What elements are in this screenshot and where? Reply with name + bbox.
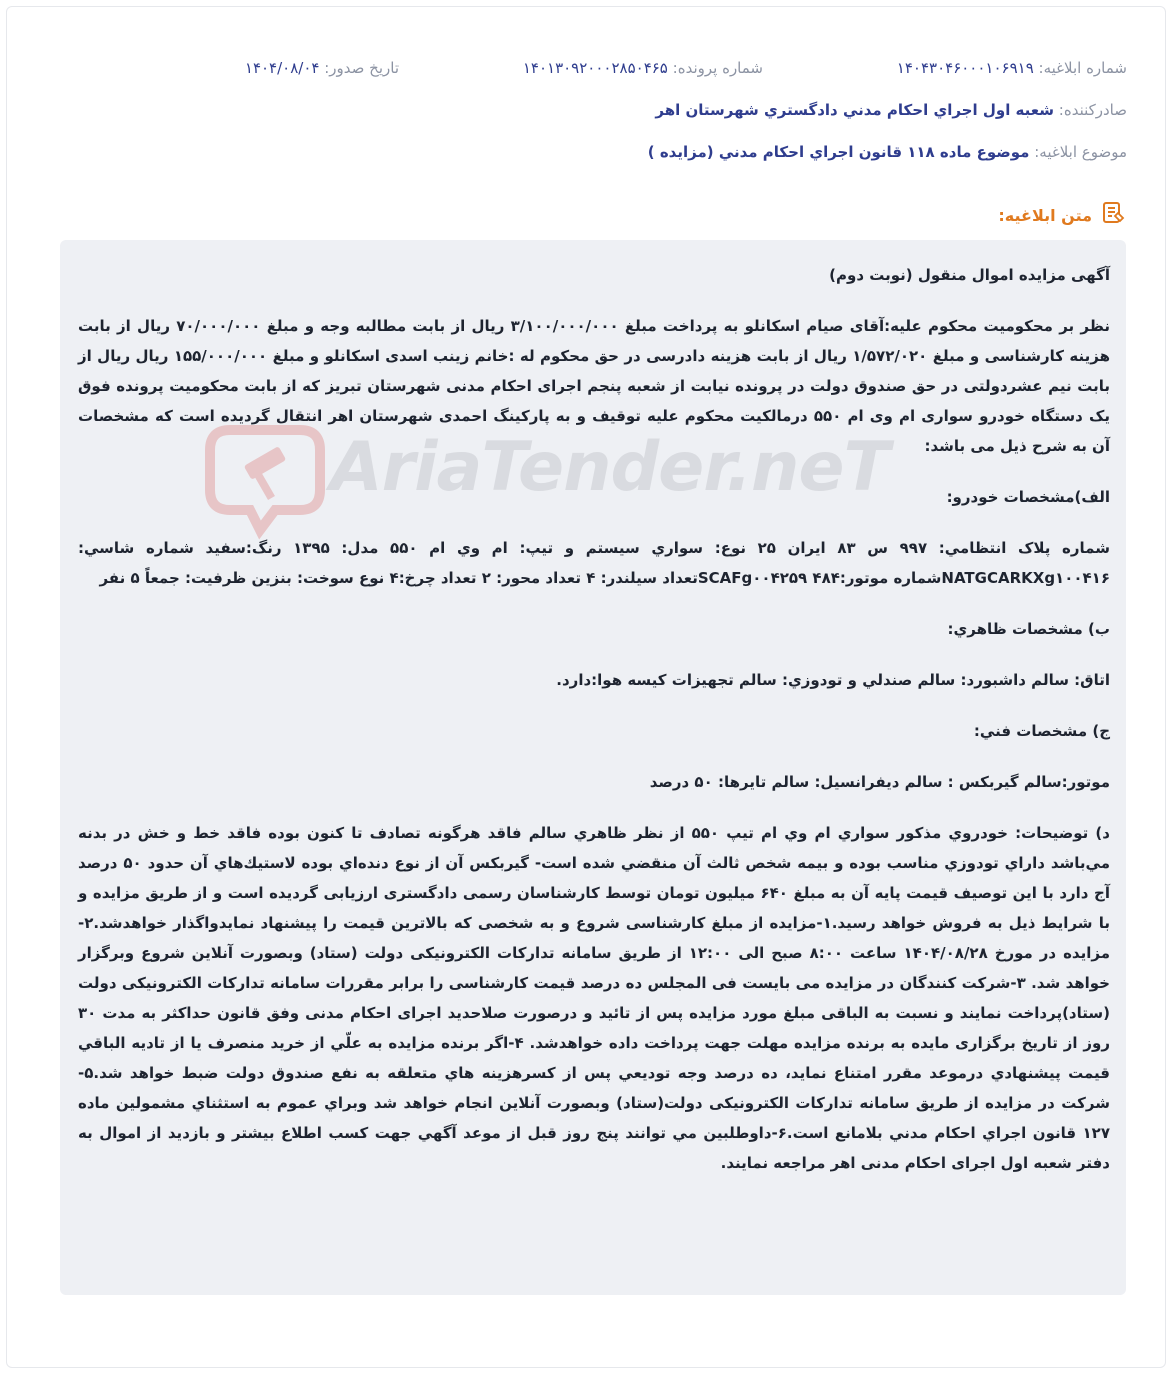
notice-body	[60, 240, 1126, 1295]
issue-date-label: تاريخ صدور:	[324, 59, 399, 77]
document-icon	[1100, 200, 1126, 230]
issuer-value: شعبه اول اجراي احكام مدني دادگستري شهرستان اهر	[655, 101, 1054, 119]
case-number-value: ۱۴۰۱۳۰۹۲۰۰۰۲۸۵۰۴۶۵	[522, 59, 668, 77]
subject-value: موضوع ماده ۱۱۸ قانون اجراي احكام مدني (مزايده )	[647, 143, 1030, 161]
issue-date	[245, 59, 399, 77]
issue-date-value: ۱۴۰۴/۰۸/۰۴	[244, 59, 320, 77]
issuer-label: صادرکننده:	[1058, 101, 1127, 119]
notice-number-value: ۱۴۰۴۳۰۴۶۰۰۰۱۰۶۹۱۹	[896, 59, 1034, 77]
section-d-text: د) توضيحات: خودروي مذكور سواري ام وي ام تيپ ۵۵۰ از نظر ظاهري سالم فاقد هرگونه تصادف تا كنون بوده فاقد خط و خش در بدنه مي‌باشد داراي تودوزي مناسب بوده و بيمه شخص ثالث آن منقضي شده است- گيربكس آن از نوع دنده‌اي بوده لاستيك‌هاي آن حدود ۵۰ درصد آج دارد با این توصیف قیمت پایه آن به مبلغ ۶۴۰ میلیون تومان توسط کارشناسان رسمی دادگستری ارزیابی گردیده است و از طریق مزایده و با شرایط ذیل به فروش خواهد رسید.۱-مزایده از مبلغ کارشناسی شروع و به شخصی که بالاترین قیمت را پیشنهاد نمایدواگذار خواهدشد.۲-مزایده در مورخ ۱۴۰۴/۰۸/۲۸ ساعت ۸:۰۰ صبح الی ۱۲:۰۰ از طریق سامانه تدارکات الکترونیکی دولت (ستاد) وبصورت آنلاین شروع وبرگزار خواهد شد. ۳-شرکت کنندگان در مزایده می بایست فی المجلس ده درصد قیمت کارشناسی را برابر مقررات سامانه تدارکات الکترونیکی دولت (ستاد)پرداخت نمایند و نسبت به الباقی مبلغ مورد مزایده پس از تائید و درصورت صلاحدید اجرای احکام مدنی وفق قانون حداکثر به مدت ۳۰ روز از تاریخ برگزاری مایده به برنده مزایده مهلت جهت پرداخت داده خواهدشد. ۴-اگر برنده مزايده به علّي از خريد منصرف يا از تاديه الباقي قيمت پيشنهادي درموعد مقرر امتناع نمايد، ده درصد وجه توديعي پس از كسرهزينه هاي متعلقه به نفع صندوق دولت ضبط خواهد شد.۵-شرکت در مزایده از طریق سامانه تدارکات الکترونیکی دولت(ستاد) وبصورت آنلاین انجام خواهد شد وبراي عموم به استثناي مشمولين ماده ۱۲۷ قانون اجراي احكام مدني بلامانع است.۶-داوطلبين مي توانند پنج روز قبل از موعد آگهي جهت كسب اطلاع بيشتر و بازديد از اموال به دفتر شعبه اول اجرای احکام مدنی اهر مراجعه نمایند.	[78, 824, 1111, 1172]
issuer	[655, 101, 1127, 119]
case-number-label: شماره پرونده:	[672, 59, 763, 77]
case-number	[523, 59, 763, 77]
section-b-text: اتاق: سالم داشبورد: سالم صندلي و تودوزي: سالم تجهيزات كيسه هوا:دارد.	[556, 671, 1110, 689]
notice-intro: نظر بر محکومیت محکوم علیه:آقای صیام اسکانلو به پرداخت مبلغ ۳/۱۰۰/۰۰۰/۰۰۰ ریال از بابت مطالبه وجه و مبلغ ۷۰/۰۰۰/۰۰۰ ریال از بابت هزینه کارشناسی و مبلغ ۱/۵۷۲/۰۲۰ ریال از بابت هزینه دادرسی در حق محکوم له :خانم زینب اسدی اسکانلو و مبلغ ۱۵۵/۰۰۰/۰۰۰ ریال ریال از بابت نیم عشردولتی در حق صندوق دولت در پرونده نیابت از شعبه پنجم اجرای احکام مدنی شهرستان تبریز که از بابت محکومیت پرونده فوق یک دستگاه خودرو سواری ام وی ام ۵۵۰ درمالکیت محکوم علیه توقیف و به پارکینگ احمدی شهرستان اهر انتقال گردیده است که مشخصات آن به شرح ذیل می باشد:	[78, 317, 1111, 455]
section-c-text: موتور:سالم گيربكس : سالم ديفرانسيل: سالم تايرها: ۵۰ درصد	[649, 773, 1110, 791]
watermark-text: AriaTender.neT	[330, 428, 889, 507]
section-a-title: الف)مشخصات خودرو:	[946, 488, 1110, 506]
section-c-title: ج) مشخصات فني:	[973, 722, 1110, 740]
notice-heading-label: متن ابلاغيه:	[998, 205, 1092, 225]
notice-text-heading	[998, 200, 1126, 230]
notice-subject	[648, 143, 1127, 161]
notice-number	[897, 59, 1127, 77]
subject-label: موضوع ابلاغيه:	[1034, 143, 1127, 161]
notice-title: آگهی مزایده اموال منقول (نوبت دوم)	[829, 266, 1110, 284]
notice-number-label: شماره ابلاغيه:	[1038, 59, 1127, 77]
section-a-text: شماره پلاک انتظامي: ۹۹۷ س ۸۳ ايران ۲۵ نوع: سواري سيستم و تيپ: ام وي ام ۵۵۰ مدل: ۱۳۹۵ رنگ:سفيد شماره شاسي: NATGCARKXg۱۰۰۴۱۶شماره موتور:SCAFg۰۰۴۲۵۹ ۴۸۴تعداد سيلندر: ۴ تعداد محور: ۲ تعداد چرخ:۴ نوع سوخت: بنزين ظرفيت: جمعاً ۵ نفر	[78, 539, 1110, 587]
section-b-title: ب) مشخصات ظاهري:	[947, 620, 1110, 638]
